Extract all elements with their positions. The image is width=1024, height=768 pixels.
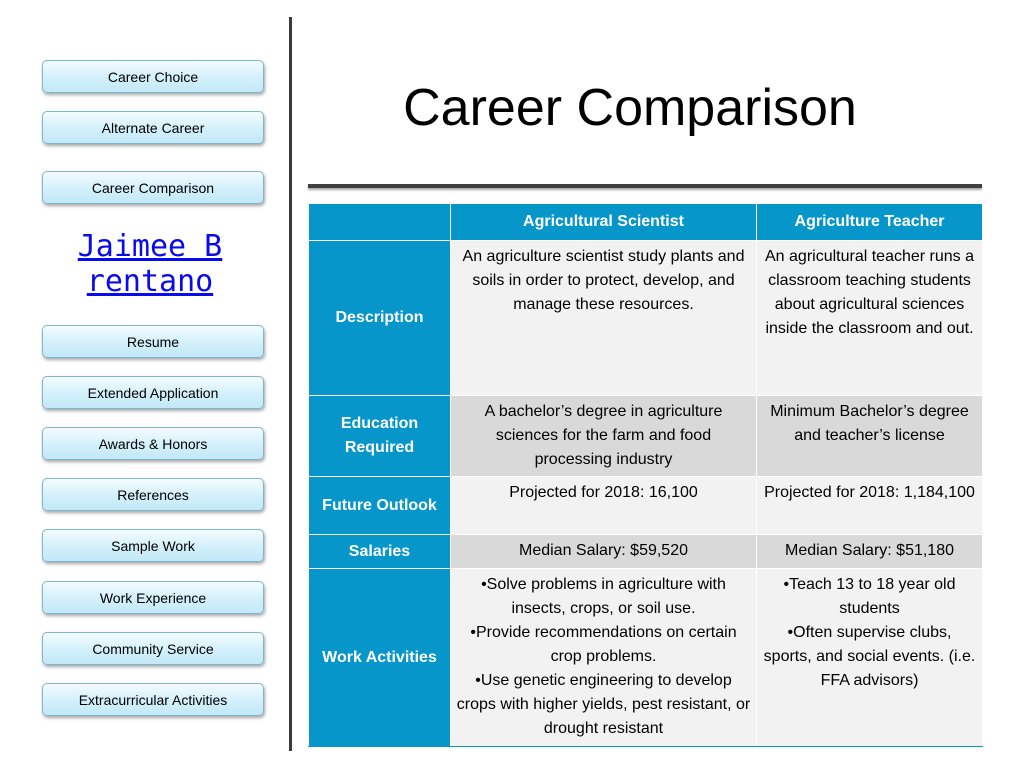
nav-career-choice-button[interactable] [42, 60, 264, 93]
table-header-agricultural-scientist: Agricultural Scientist [451, 204, 757, 241]
nav-alternate-career-button[interactable] [42, 111, 264, 144]
nav-button-label: Career Choice [107, 68, 199, 85]
table-header-agriculture-teacher: Agriculture Teacher [757, 204, 983, 241]
work-item: •Provide recommendations on certain crop problems. [470, 624, 737, 665]
cell-outlook-scientist: Projected for 2018: 16,100 [451, 477, 757, 535]
author-name-link[interactable]: Jaimee Brentano [77, 229, 223, 299]
cell-description-teacher: An agricultural teacher runs a classroom teaching students about agricultural sciences inside the classroom and out. [757, 241, 983, 396]
row-label-education: Education Required [309, 396, 451, 477]
nav-extended-application-button[interactable] [42, 376, 264, 409]
cell-description-scientist: An agriculture scientist study plants and soils in order to protect, develop, and manage these resources. [451, 241, 757, 396]
nav-button-label: Awards & Honors [98, 435, 208, 452]
cell-work-teacher [757, 569, 983, 747]
work-item: •Use genetic engineering to develop crops with higher yields, pest resistant, or drought resistant [456, 672, 751, 737]
cell-salaries-teacher: Median Salary: $51,180 [757, 535, 983, 569]
nav-button-label: Work Experience [99, 589, 207, 606]
nav-button-label: Career Comparison [91, 179, 215, 196]
nav-community-service-button[interactable] [42, 632, 264, 665]
row-label-work-activities: Work Activities [309, 569, 451, 747]
nav-button-label: Extracurricular Activities [78, 691, 228, 708]
nav-button-label: Extended Application [87, 384, 219, 401]
nav-button-label: Community Service [92, 640, 214, 657]
nav-awards-honors-button[interactable] [42, 427, 264, 460]
row-label-outlook: Future Outlook [309, 477, 451, 535]
table-header-corner [309, 204, 451, 241]
row-label-description: Description [309, 241, 451, 396]
nav-button-label: Sample Work [111, 537, 195, 554]
cell-salaries-scientist: Median Salary: $59,520 [451, 535, 757, 569]
table-row-salaries [309, 535, 983, 569]
page-title: Career Comparison [403, 79, 857, 137]
table-header-row [309, 204, 983, 241]
nav-button-label: Resume [126, 333, 180, 350]
table-row-description [309, 241, 983, 396]
work-item: •Teach 13 to 18 year old students [783, 576, 956, 617]
nav-button-label: References [117, 486, 189, 503]
cell-education-teacher: Minimum Bachelor’s degree and teacher’s license [757, 396, 983, 477]
career-comparison-table [308, 203, 983, 747]
nav-career-comparison-button[interactable] [42, 171, 264, 204]
table-row-outlook [309, 477, 983, 535]
cell-work-scientist [451, 569, 757, 747]
work-item: •Solve problems in agriculture with insects, crops, or soil use. [481, 576, 726, 617]
vertical-divider [289, 17, 292, 751]
table-row-education [309, 396, 983, 477]
cell-outlook-teacher: Projected for 2018: 1,184,100 [757, 477, 983, 535]
work-item: •Often supervise clubs, sports, and social events. (i.e. FFA advisors) [763, 624, 976, 689]
nav-button-label: Alternate Career [101, 119, 205, 136]
table-row-work-activities [309, 569, 983, 747]
nav-sample-work-button[interactable] [42, 529, 264, 562]
nav-extracurricular-button[interactable] [42, 683, 264, 716]
sidebar-nav [0, 0, 290, 768]
title-divider [308, 184, 982, 188]
nav-resume-button[interactable] [42, 325, 264, 358]
row-label-salaries: Salaries [309, 535, 451, 569]
nav-references-button[interactable] [42, 478, 264, 511]
nav-work-experience-button[interactable] [42, 581, 264, 614]
cell-education-scientist: A bachelor’s degree in agriculture sciences for the farm and food processing industry [451, 396, 757, 477]
